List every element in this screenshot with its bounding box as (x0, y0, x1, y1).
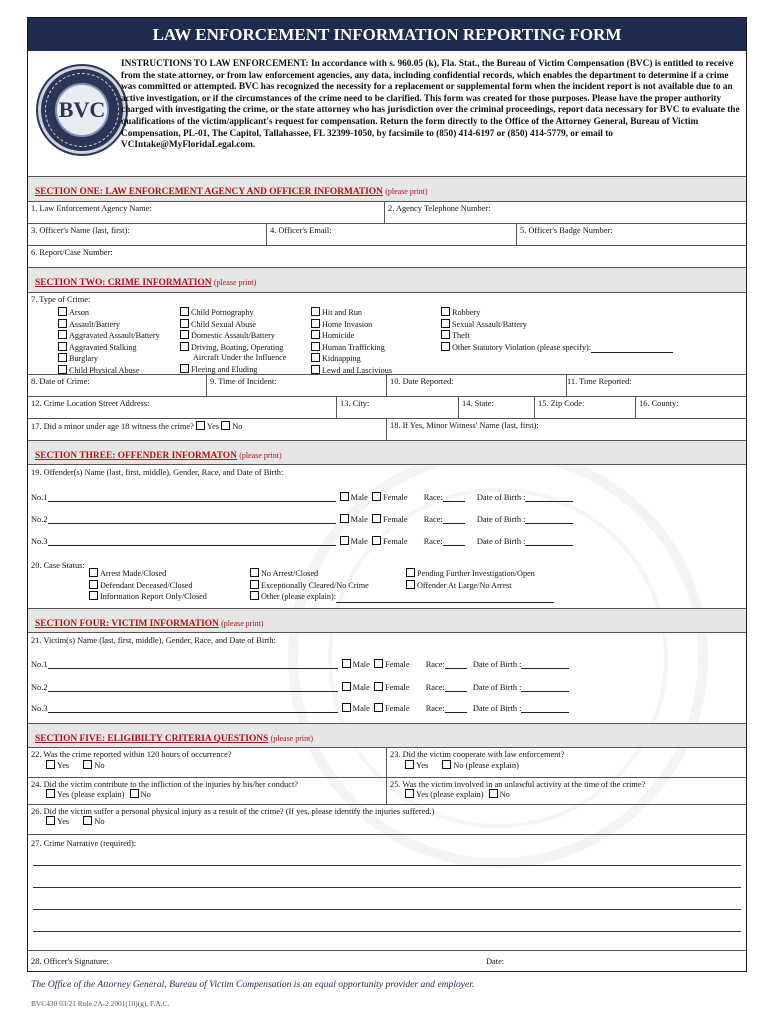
signature-date-field[interactable]: Date: (486, 957, 505, 966)
crime-narrative-field[interactable] (28, 834, 746, 950)
q24-yes[interactable]: Yes (please explain) (46, 790, 125, 799)
crime-option[interactable]: Driving, Boating, Operating (180, 342, 286, 354)
section-one-title: SECTION ONE: LAW ENFORCEMENT AGENCY AND OFFICER INFORMATION (35, 187, 383, 197)
row-signature (28, 950, 746, 972)
case-status-option-other[interactable]: Other (please explain): (250, 591, 554, 603)
row-minor-witness (28, 418, 746, 440)
date-of-crime-field[interactable]: 8. Date of Crime: (31, 377, 90, 386)
minor-witness-no[interactable]: No (221, 422, 242, 431)
crime-option[interactable]: Home Invasion (311, 319, 392, 331)
offender-row[interactable]: No.2 Male Female Race: Date of Birth : (31, 514, 573, 524)
case-status-option[interactable]: Pending Further Investigation/Open (406, 568, 535, 580)
minor-witness-name-field[interactable]: 18. If Yes, Minor Witness' Name (last, first): (386, 419, 746, 440)
crime-type-col2 (180, 307, 286, 376)
case-status-option[interactable]: Offender At Large/No Arrest (406, 580, 535, 592)
instructions (121, 59, 743, 152)
crime-option[interactable]: Sexual Assault/Battery (441, 319, 673, 331)
section-three-header: SECTION THREE: OFFENDER INFORMATON (please print) (28, 440, 746, 464)
crime-type-col3 (311, 307, 392, 377)
victim-block: 21. Victim(s) Name (last, first, middle), Gender, Race, and Date of Birth: No.1 Male Female Race: Date of Birth : No.2 Male Female Race: Date of Birth : No.3 Male Female Race: Date of Birth : (28, 632, 746, 723)
case-status-col3 (406, 568, 535, 591)
crime-type-col4 (441, 307, 673, 353)
case-status-col1 (89, 568, 207, 603)
crime-option[interactable]: Domestic Assault/Battery (180, 330, 286, 342)
question-25: 25. Was the victim involved in an unlawful activity at the time of the crime? Yes (please explain) No (386, 778, 746, 804)
instructions-heading: INSTRUCTIONS TO LAW ENFORCEMENT: (121, 59, 309, 69)
minor-witness-yes[interactable]: Yes (196, 422, 219, 431)
case-status-option[interactable]: Defendant Deceased/Closed (89, 580, 207, 592)
section-three-title: SECTION THREE: OFFENDER INFORMATON (35, 451, 237, 461)
q25-no[interactable]: No (489, 790, 510, 799)
case-status-option[interactable]: No Arrest/Closed (250, 568, 554, 580)
date-reported-field[interactable]: 10. Date Reported: (386, 375, 566, 396)
crime-type-label: 7. Type of Crime: (31, 295, 91, 304)
section-five-header: SECTION FIVE: ELIGIBILTY CRITERIA QUESTIONS (please print) (28, 723, 746, 747)
time-reported-field[interactable]: 11. Time Reported: (566, 375, 746, 396)
agency-name-field[interactable]: 1. Law Enforcement Agency Name: (31, 204, 152, 213)
question-23: 23. Did the victim cooperate with law enforcement? Yes No (please explain) (386, 748, 746, 777)
row-q24-q25 (28, 777, 746, 804)
victim-row[interactable]: No.2 Male Female Race: Date of Birth : (31, 682, 569, 692)
form-number: BVC430 03/21 Rule 2A-2.2001(10)(g), F.A.C. (31, 999, 170, 1008)
section-four-header: SECTION FOUR: VICTIM INFORMATION (please print) (28, 608, 746, 632)
q26-yes[interactable]: Yes (46, 817, 69, 826)
state-field[interactable]: 14. State: (458, 397, 534, 418)
crime-type-col1 (58, 307, 160, 377)
case-status-label: 20. Case Status: (31, 561, 85, 570)
victim-row[interactable]: No.1 Male Female Race: Date of Birth : (31, 659, 569, 669)
crime-option[interactable]: Hit and Run (311, 307, 392, 319)
q24-no[interactable]: No (130, 790, 151, 799)
officer-name-field[interactable]: 3. Officer's Name (last, first): (31, 226, 130, 235)
case-status-option[interactable]: Information Report Only/Closed (89, 591, 207, 603)
offender-block: 19. Offender(s) Name (last, first, middle), Gender, Race, and Date of Birth: No.1 Male Female Race: Date of Birth : No.2 Male Female Race: Date of Birth : No.3 Male Female Race: Date of Birth : 20. Case Status: Arrest Made/Closed Defendant Deceased/Closed Information Report Only/Closed No Arrest/Closed Exceptionally Cleared/No Crime Other (please explain): Pending Further Investigation/Open Offender At Large/No Arrest (28, 464, 746, 608)
zip-code-field[interactable]: 15. Zip Code: (534, 397, 635, 418)
crime-option[interactable]: Arson (58, 307, 160, 319)
crime-option[interactable]: Child Physical Abuse (58, 365, 160, 377)
q23-yes[interactable]: Yes (405, 761, 428, 770)
officer-email-field[interactable]: 4. Officer's Email: (266, 224, 516, 245)
victim-row[interactable]: No.3 Male Female Race: Date of Birth : (31, 703, 569, 713)
question-24: 24. Did the victim contribute to the infliction of the injuries by his/her conduct? Yes (please explain) No (31, 780, 299, 799)
crime-option[interactable]: Aggravated Stalking (58, 342, 160, 354)
street-address-field[interactable]: 12. Crime Location Street Address: (31, 399, 150, 408)
row-crime-type (28, 292, 746, 374)
crime-option[interactable]: Robbery (441, 307, 673, 319)
row-officer (28, 223, 746, 245)
crime-option[interactable]: Aggravated Assault/Battery (58, 330, 160, 342)
crime-option-continuation: Aircraft Under the Influence (193, 353, 287, 363)
question-26: 26. Did the victim suffer a personal physical injury as a result of the crime? (If yes, please identify the injuries suffered.) Yes No (31, 807, 435, 826)
county-field[interactable]: 16. County: (635, 397, 746, 418)
crime-option[interactable]: Lewd and Lascivious (311, 365, 392, 377)
row-dates (28, 374, 746, 396)
question-22: 22. Was the crime reported within 120 hours of occurrence? Yes No (31, 750, 232, 770)
section-two-header: SECTION TWO: CRIME INFORMATION (please print) (28, 267, 746, 292)
form-title: LAW ENFORCEMENT INFORMATION REPORTING FORM (28, 18, 746, 51)
q22-yes[interactable]: Yes (46, 761, 69, 770)
crime-option[interactable]: Fleeing and Eluding (180, 364, 286, 376)
crime-option[interactable]: Human Trafficking (311, 342, 392, 354)
row-q22-q23 (28, 747, 746, 777)
case-status-option[interactable]: Arrest Made/Closed (89, 568, 207, 580)
instructions-body: In accordance with s. 960.05 (k), Fla. Stat., the Bureau of Victim Compensation (BVC) is entitled to receive from the state attorney, or from law enforcement agencies, any data, including confidential records, which enables the department to determine if a crime was committed or attempted. BVC has recognized the necessity for a replacement or supplemental form when the incident report is not available due to an active investigation, or if the circumstances of the crime need to be clarified. This form was created for those purposes. Please have the proper authority charged with investigating the crime, or the state attorney who has jurisdiction over the criminal proceedings, report data necessary for BVC to evaluate the qualifications of the victim/applicant's request for compensation. Return the form directly to the Office of the Attorney General, Bureau of Victim Compensation, PL-01, The Capitol, Tallahassee, FL 32399-1050, by facsimile to (850) 414-6197 or (850) 414-5779, or email to VCIntake@MyFloridaLegal.com. (121, 59, 740, 151)
crime-option-other[interactable]: Other Statutory Violation (please specify): (441, 342, 673, 354)
row-case-number (28, 245, 746, 267)
section-two-title: SECTION TWO: CRIME INFORMATION (35, 278, 212, 288)
seal-text: BVC (55, 83, 109, 137)
crime-option[interactable]: Homicide (311, 330, 392, 342)
q22-no[interactable]: No (83, 761, 104, 770)
offender-row[interactable]: No.1 Male Female Race: Date of Birth : (31, 492, 573, 502)
q23-no[interactable]: No (please explain) (442, 761, 519, 770)
agency-phone-field[interactable]: 2. Agency Telephone Number: (384, 202, 746, 223)
q26-no[interactable]: No (83, 817, 104, 826)
offender-row[interactable]: No.3 Male Female Race: Date of Birth : (31, 536, 573, 546)
crime-narrative-label: 27. Crime Narrative (required): (31, 839, 137, 848)
crime-option[interactable]: Child Pornography (180, 307, 286, 319)
case-number-field[interactable]: 6. Report/Case Number: (31, 248, 113, 257)
city-field[interactable]: 13. City: (336, 397, 458, 418)
bvc-seal-logo (38, 66, 126, 154)
crime-option[interactable]: Theft (441, 330, 673, 342)
section-one-header: SECTION ONE: LAW ENFORCEMENT AGENCY AND OFFICER INFORMATION (please print) (28, 176, 746, 201)
section-five-title: SECTION FIVE: ELIGIBILTY CRITERIA QUESTIONS (35, 734, 269, 744)
form-page (27, 17, 747, 972)
footer-statement: The Office of the Attorney General, Bureau of Victim Compensation is an equal opportunity provider and employer. (31, 979, 475, 990)
row-location (28, 396, 746, 418)
section-four-title: SECTION FOUR: VICTIM INFORMATION (35, 619, 219, 629)
crime-option[interactable]: Burglary (58, 353, 160, 365)
time-of-incident-field[interactable]: 9. Time of Incident: (206, 375, 386, 396)
case-status-option[interactable]: Exceptionally Cleared/No Crime (250, 580, 554, 592)
crime-option[interactable]: Child Sexual Abuse (180, 319, 286, 331)
crime-option[interactable]: Assault/Battery (58, 319, 160, 331)
crime-option[interactable]: Kidnapping (311, 353, 392, 365)
q25-yes[interactable]: Yes (please explain) (405, 790, 484, 799)
minor-witness-question: 17. Did a minor under age 18 witness the crime? Yes No (31, 422, 243, 431)
row-q26 (28, 804, 746, 834)
row-agency (28, 201, 746, 223)
officer-signature-field[interactable]: 28. Officer's Signature: (31, 957, 109, 966)
officer-badge-field[interactable]: 5. Officer's Badge Number: (516, 224, 746, 245)
